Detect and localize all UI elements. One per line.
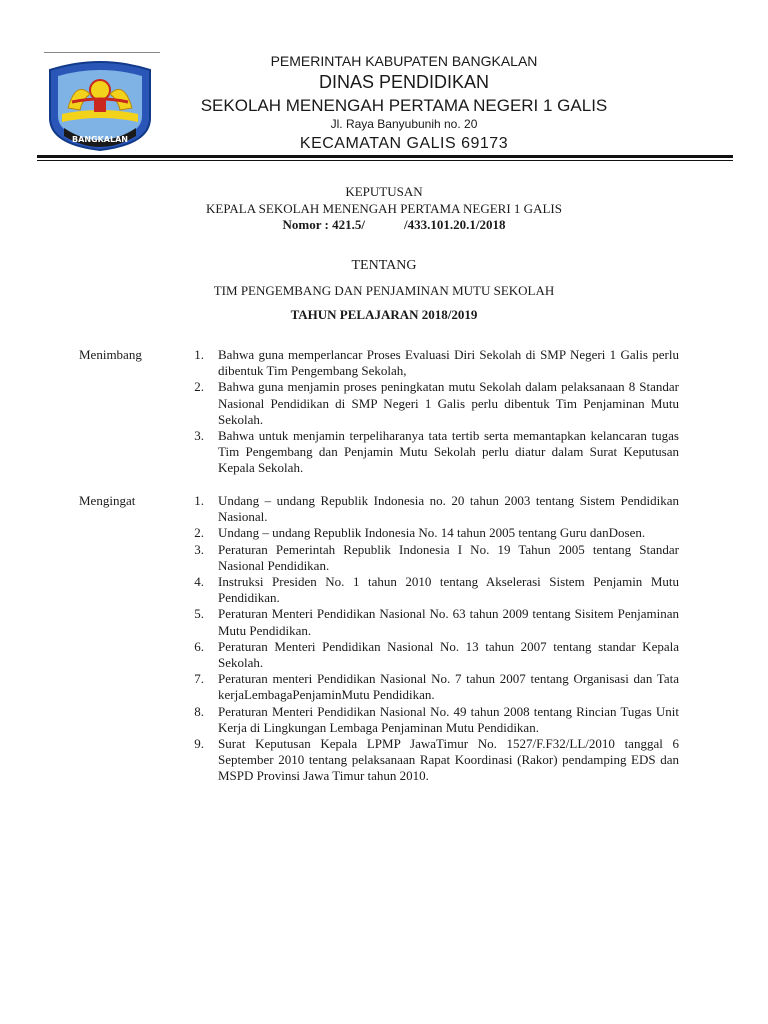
letterhead-rule-thick <box>37 155 733 158</box>
decree-about-label: TENTANG <box>351 258 417 273</box>
list-item: 2. Undang – undang Republik Indonesia No. 14 tahun 2005 tentang Guru danDosen. <box>194 525 646 541</box>
list-item: 3. Peraturan Pemerintah Republik Indonesia I No. 19 Tahun 2005 tentang Standar Nasional Pendidikan. <box>194 541 679 573</box>
school-name: SEKOLAH MENENGAH PERTAMA NEGERI 1 GALIS <box>200 96 608 115</box>
decree-number: Nomor : 421.5/ /433.101.20.1/2018 <box>282 217 506 232</box>
decree-year: TAHUN PELAJARAN 2018/2019 <box>290 307 478 322</box>
decree-issuer: KEPALA SEKOLAH MENENGAH PERTAMA NEGERI 1 GALIS <box>206 201 562 216</box>
list-item: 1. Undang – undang Republik Indonesia no. 20 tahun 2003 tentang Sistem Pendidikan Nasional. <box>194 493 679 525</box>
mengingat-list <box>182 493 679 785</box>
list-item: 7. Peraturan menteri Pendidikan Nasional No. 7 tahun 2007 tentang Organisasi dan Tata kerjaLembagaPenjaminMutu Pendidikan. <box>194 671 679 703</box>
list-item: 3. Bahwa untuk menjamin terpeliharanya tata tertib serta memantapkan kelancaran tugas Tim Pengembang dan Penjamin Mutu Sekolah perlu diatur dalam Surat Keputusan Kepala Sekolah. <box>194 428 679 476</box>
district-postcode: KECAMATAN GALIS 69173 <box>299 135 509 152</box>
svg-text:BANGKALAN: BANGKALAN <box>72 135 128 144</box>
list-item: 6. Peraturan Menteri Pendidikan Nasional No. 13 tahun 2007 tentang standar Kepala Sekolah. <box>194 638 679 671</box>
list-item: 4. Instruksi Presiden No. 1 tahun 2010 tentang Akselerasi Sistem Penjamin Mutu Pendidikan. <box>194 574 679 606</box>
mengingat-label: Mengingat <box>79 493 136 508</box>
list-item: 9. Surat Keputusan Kepala LPMP JawaTimur No. 1527/F.F32/LL/2010 tanggal 6 September 2010 tentang pelaksanaan Rapat Koordinasi (Rakor) pendamping EDS dan MSPD Provinsi Jawa Timur tahun 2010. <box>194 736 679 784</box>
decree-title: KEPUTUSAN <box>345 184 423 199</box>
menimbang-list <box>182 347 679 477</box>
school-address: Jl. Raya Banyubunih no. 20 <box>330 117 478 131</box>
list-item: 8. Peraturan Menteri Pendidikan Nasional No. 49 tahun 2008 tentang Rincian Tugas Unit Kerja di Lingkungan Lembaga Penjaminan Mutu Pendidikan. <box>194 703 679 735</box>
letterhead-rule-thin <box>37 160 733 161</box>
list-item: 1. Bahwa guna memperlancar Proses Evaluasi Diri Sekolah di SMP Negeri 1 Galis perlu dibentuk Tim Pengembang Sekolah, <box>194 347 679 379</box>
department-name: DINAS PENDIDIKAN <box>318 72 490 92</box>
list-item: 2. Bahwa guna menjamin proses peningkatan mutu Sekolah dalam pelaksanaan 8 Standar Nasional Pendidikan di SMP Negeri 1 Galis perlu dibentuk Tim Penjaminan Mutu Sekolah. <box>194 379 679 427</box>
gov-name: PEMERINTAH KABUPATEN BANGKALAN <box>270 53 538 69</box>
decree-subject: TIM PENGEMBANG DAN PENJAMINAN MUTU SEKOLAH <box>213 283 555 298</box>
menimbang-label: Menimbang <box>79 347 142 362</box>
list-item: 5. Peraturan Menteri Pendidikan Nasional No. 63 tahun 2009 tentang Sisitem Penjaminan Mutu Pendidikan. <box>194 606 679 638</box>
